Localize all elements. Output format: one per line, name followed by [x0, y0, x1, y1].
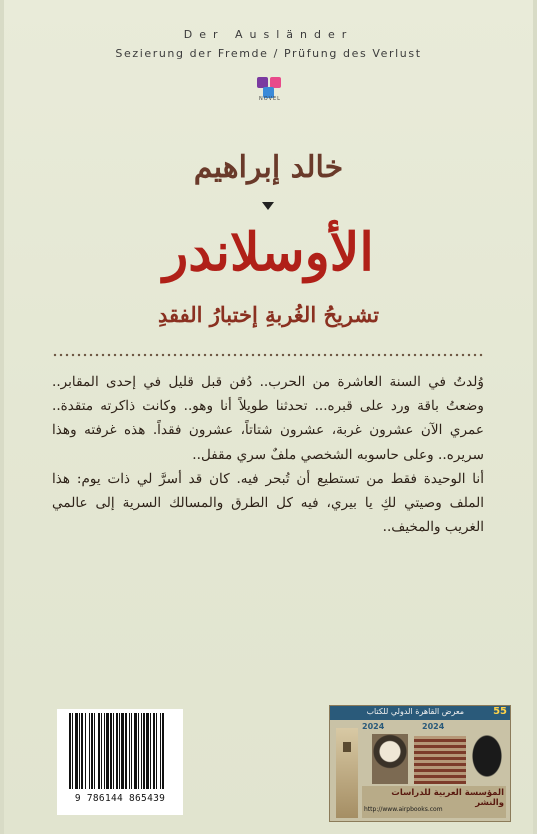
publisher-name: المؤسسة العربية للدراسات والنشر — [391, 788, 504, 808]
isbn-number: 9 786144 865439 — [74, 793, 166, 804]
badge-number: 55 — [493, 706, 507, 717]
series-subtitle: Sezierung der Fremde / Prüfung des Verlust — [115, 47, 422, 60]
book-title: الأوسلاندر — [163, 222, 374, 283]
book-subtitle: تشريحُ الغُربةِ إختبارُ الفقدِ — [157, 302, 380, 327]
author-name: خالد إبراهيم — [193, 150, 344, 185]
dotted-divider — [52, 353, 484, 357]
cover-edge-left — [0, 0, 4, 834]
isbn-barcode — [57, 709, 183, 815]
triangle-marker-icon — [262, 202, 274, 210]
blurb-paragraph: وُلدتُ في السنة العاشرة من الحرب.. دُفن قبل قليل في إحدى المقابر.. وضعتُ باقة ورد على قبره... تحدثنا طويلاً أنا وهو.. وكانت ذاكرته متقدة.. عمري الآن عشرون غربة، عشرون شتاتاً، عشرون فقداً. هذه غرفته وهذا سريره.. وعلى حاسوبه الشخصي ملفٌ سري مقفل.. — [52, 374, 484, 463]
blurb-paragraph: أنا الوحيدة فقط من تستطيع أن تُبحر فيه. كان قد أسرَّ لي ذات يوم: هذا الملف وصيتي لكِ يا بيري، فيه كل الطرق والمسالك السرية إلى عالمي الغريب والمخيف.. — [52, 470, 484, 536]
barcode-bars — [67, 713, 175, 789]
badge-top-text: معرض القاهرة الدولي للكتاب — [366, 707, 464, 716]
badge-year-2: 2024 — [422, 722, 445, 731]
portrait-image — [372, 734, 408, 784]
cover-edge-right — [533, 0, 537, 834]
publisher-logo-label: NOVEL — [259, 96, 281, 102]
back-cover-blurb — [52, 370, 484, 539]
badge-photo-collage — [414, 736, 466, 784]
badge-year: 2024 — [362, 722, 385, 731]
publisher-url: http://www.airpbooks.com — [364, 806, 443, 813]
book-fair-badge — [329, 705, 511, 822]
horse-emblem-icon — [470, 732, 504, 780]
minaret-icon — [336, 728, 358, 818]
series-title: Der Ausländer — [183, 28, 354, 41]
